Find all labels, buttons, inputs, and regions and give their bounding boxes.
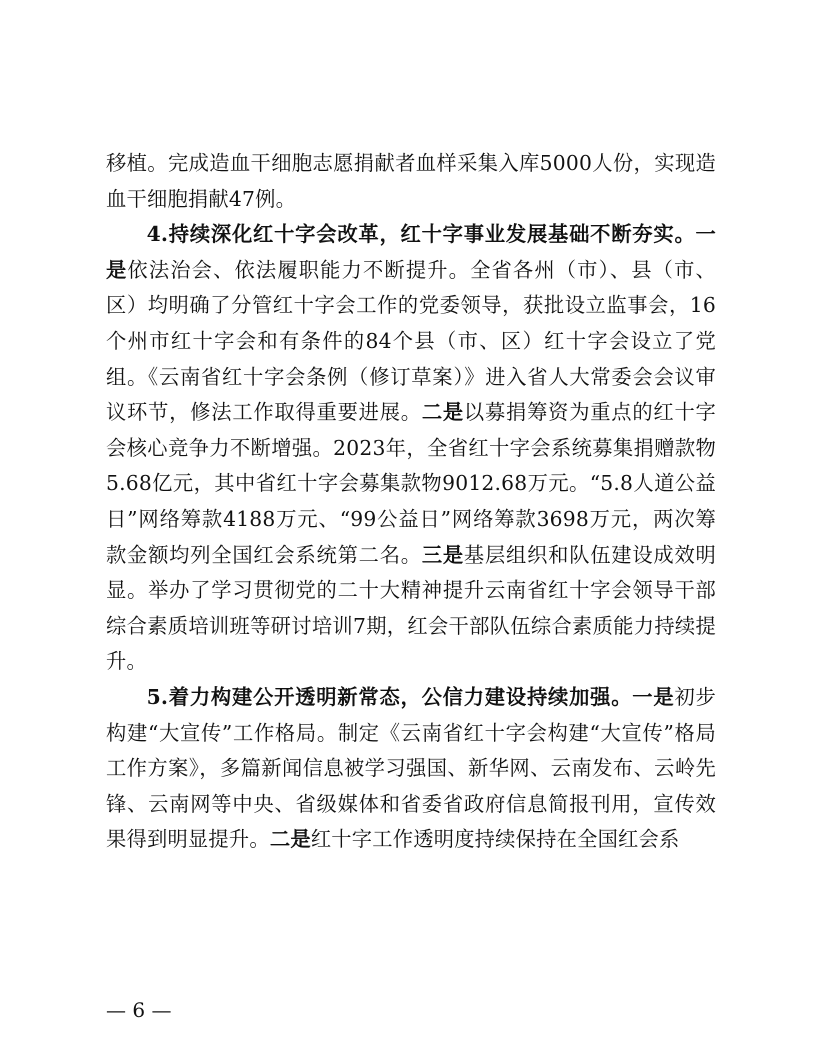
point-three-marker: 三是	[421, 542, 464, 567]
paragraph-3	[106, 680, 716, 858]
point-one-text: 依法治会、依法履职能力不断提升。全省各州（市）、县（市、区）均明确了分管红十字会工作的党委领导，获批设立监事会，16个州市红十字会和有条件的84个县（市、区）红十字会设立了党组。《云南省红十字会条例（修订草案）》进入省人大常委会会议审议环节，修法工作取得重要进展。	[106, 257, 716, 425]
point-three-text: 基层组织和队伍建设成效明显。举办了学习贯彻党的二十大精神提升云南省红十字会领导干部综合素质培训班等研讨培训7期，红会干部队伍综合素质能力持续提升。	[106, 542, 716, 674]
point-two-text: 以募捐筹资为重点的红十字会核心竞争力不断增强。2023年，全省红十字会系统募集捐赠款物5.68亿元，其中省红十字会募集款物9012.68万元。“5.8人道公益日”网络筹款4188万元、“99公益日”网络筹款3698万元，两次筹款金额均列全国红会系统第二名。	[106, 400, 716, 567]
point-two-marker: 二是	[421, 400, 464, 425]
paragraph-2	[106, 217, 716, 680]
page-number: — 6 —	[106, 998, 172, 1022]
paragraph-1-text: 移植。完成造血干细胞志愿捐献者血样采集入库5000人份，实现造血干细胞捐献47例。	[106, 151, 716, 211]
section-5-heading: 5.着力构建公开透明新常态，公信力建设持续加强。	[146, 684, 633, 709]
paragraph-1	[106, 146, 716, 217]
section-5-point-two-text: 红十字工作透明度持续保持在全国红会系	[310, 827, 680, 852]
section-5-point-two-marker: 二是	[269, 827, 311, 852]
point-one-marker: 一是	[106, 222, 716, 282]
section-4-heading: 4.持续深化红十字会改革，红十字事业发展基础不断夯实。	[146, 222, 696, 247]
section-5-point-one-marker: 一是	[632, 684, 675, 709]
section-5-point-one-text: 初步构建“大宣传”工作格局。制定《云南省红十字会构建“大宣传”格局工作方案》，多篇新闻信息被学习强国、新华网、云南发布、云岭先锋、云南网等中央、省级媒体和省委省政府信息简报刊用，宣传效果得到明显提升。	[106, 684, 716, 852]
document-body	[106, 146, 716, 858]
